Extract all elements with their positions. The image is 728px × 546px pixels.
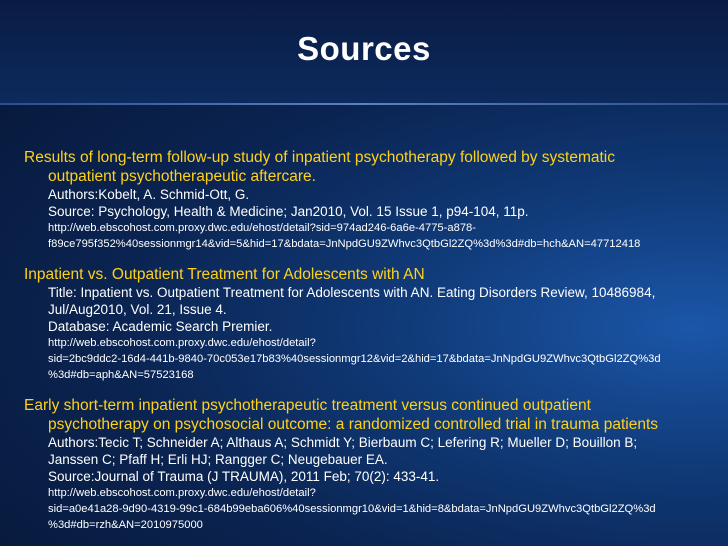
- source-authors: Janssen C; Pfaff H; Erli HJ; Rangger C; Neugebauer EA.: [48, 452, 388, 467]
- slide-title: Sources: [297, 30, 431, 67]
- source-title-line: Early short-term inpatient psychotherapeutic treatment versus continued outpatient: [24, 397, 591, 414]
- source-title: [24, 148, 714, 186]
- source-authors: Authors:Kobelt, A. Schmid-Ott, G.: [48, 187, 250, 202]
- source-url-line[interactable]: %3d#db=aph&AN=57523168: [48, 369, 194, 381]
- source-detail: Jul/Aug2010, Vol. 21, Issue 4.: [48, 302, 227, 317]
- source-url-line[interactable]: f89ce795f352%40sessionmgr14&vid=5&hid=17&bdata=JnNpdGU9ZWhvc3QtbGl2ZQ%3d%3d#db=hch&AN=47712418: [48, 238, 641, 250]
- source-title: [24, 396, 714, 434]
- source-title-line: psychotherapy on psychosocial outcome: a randomized controlled trial in trauma patients: [48, 416, 658, 433]
- source-authors: Authors:Tecic T; Schneider A; Althaus A; Schmidt Y; Bierbaum C; Lefering R; Mueller D; Bouillon B;: [48, 435, 638, 450]
- sources-list: [24, 148, 714, 537]
- source-title-line: outpatient psychotherapeutic aftercare.: [48, 168, 316, 185]
- source-citation: Source: Psychology, Health & Medicine; Jan2010, Vol. 15 Issue 1, p94-104, 11p.: [48, 204, 529, 219]
- title-divider: [0, 103, 728, 105]
- source-url-line[interactable]: http://web.ebscohost.com.proxy.dwc.edu/ehost/detail?sid=974ad246-6a6e-4775-a878-: [48, 222, 476, 234]
- source-url-line[interactable]: http://web.ebscohost.com.proxy.dwc.edu/ehost/detail?: [48, 337, 316, 349]
- source-url-line[interactable]: sid=a0e41a28-9d90-4319-99c1-684b99eba606%40sessionmgr10&vid=1&hid=8&bdata=JnNpdGU9ZWhvc3QtbGl2ZQ%3d: [48, 503, 656, 515]
- source-url-line[interactable]: sid=2bc9ddc2-16d4-441b-9840-70c053e17b83%40sessionmgr12&vid=2&hid=17&bdata=JnNpdGU9ZWhvc3QtbGl2ZQ%3d: [48, 353, 661, 365]
- source-detail: Title: Inpatient vs. Outpatient Treatment for Adolescents with AN. Eating Disorders Review, 10486984,: [48, 285, 656, 300]
- source-item: [24, 265, 714, 383]
- source-url-line[interactable]: %3d#db=rzh&AN=2010975000: [48, 519, 203, 531]
- source-title-line: Results of long-term follow-up study of inpatient psychotherapy followed by systematic: [24, 149, 616, 166]
- source-citation: Source:Journal of Trauma (J TRAUMA), 2011 Feb; 70(2): 433-41.: [48, 469, 440, 484]
- source-item: [24, 396, 714, 533]
- source-item: [24, 148, 714, 252]
- source-url-line[interactable]: http://web.ebscohost.com.proxy.dwc.edu/ehost/detail?: [48, 487, 316, 499]
- source-database: Database: Academic Search Premier.: [48, 319, 273, 334]
- source-title: Inpatient vs. Outpatient Treatment for Adolescents with AN: [24, 266, 425, 283]
